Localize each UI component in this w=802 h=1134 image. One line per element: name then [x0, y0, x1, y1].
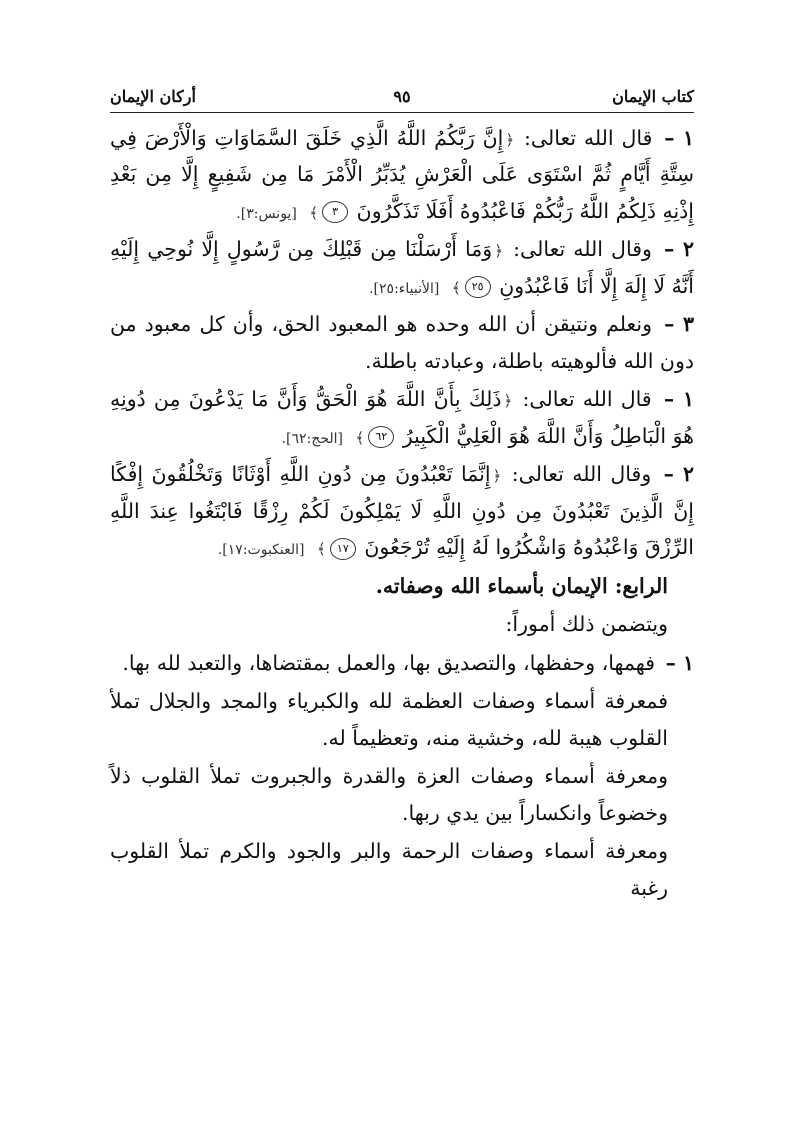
- chapter-title: أركان الإيمان: [110, 87, 196, 106]
- quran-verse: إِنَّ رَبَّكُمُ اللَّهُ الَّذِي خَلَقَ السَّمَاوَاتِ وَالْأَرْضَ فِي سِتَّةِ أَيَّامٍ ثُمَّ اسْتَوَى عَلَى الْعَرْشِ يُدَبِّرُ الْأَمْرَ مَا مِن شَفِيعٍ إِلَّا مِن بَعْدِ إِذْنِهِ ذَلِكُمُ اللَّهُ رَبُّكُمْ فَاعْبُدُوهُ أَفَلَا تَذَكَّرُونَ: [110, 126, 694, 223]
- verse-reference: [الأنبياء:٢٥].: [369, 280, 440, 297]
- item-number: ١ –: [665, 650, 694, 675]
- verse-intro: قال الله تعالى:: [522, 387, 652, 412]
- bracket-close-icon: ﴾: [355, 428, 365, 447]
- bracket-open-icon: ﴿: [494, 242, 503, 261]
- body-paragraph: فمعرفة أسماء وصفات العظمة لله والكبرياء والمجد والجلال تملأ القلوب هيبة لله، وخشية منه، وتعظيماً له.: [110, 689, 668, 750]
- verse-reference: [يونس:٣].: [236, 205, 297, 222]
- verse-paragraph: [110, 231, 694, 304]
- body-paragraph: ومعرفة أسماء وصفات الرحمة والبر والجود والكرم تملأ القلوب رغبة: [110, 839, 668, 900]
- book-title: كتاب الإيمان: [612, 87, 694, 106]
- ayah-number: ٢٥: [465, 276, 491, 298]
- verse-paragraph: [110, 456, 694, 565]
- bracket-close-icon: ﴾: [317, 540, 326, 559]
- verse-intro: وقال الله تعالى:: [511, 462, 652, 487]
- bracket-open-icon: ﴿: [505, 131, 515, 149]
- verse-intro: وقال الله تعالى:: [513, 237, 652, 262]
- item-number: ١ –: [664, 126, 694, 150]
- bracket-open-icon: ﴿: [492, 467, 502, 486]
- quran-verse: وَمَا أَرْسَلْنَا مِن قَبْلِكَ مِن رَّسُولٍ إِلَّا نُوحِي إِلَيْهِ أَنَّهُ لَا إِلَهَ إِلَّا أَنَا فَاعْبُدُونِ: [110, 237, 694, 298]
- ayah-number: ١٧: [330, 538, 356, 560]
- bracket-close-icon: ﴾: [309, 203, 319, 222]
- point-text: فهمها، وحفظها، والتصديق بها، والعمل بمقتضاها، والتعبد لله بها.: [122, 650, 656, 675]
- point-paragraph: [110, 645, 694, 681]
- verse-reference: [الحج:٦٢].: [281, 430, 343, 447]
- page-body: [110, 120, 694, 908]
- ayah-number: ٦٢: [368, 426, 394, 448]
- verse-paragraph: [110, 381, 694, 454]
- statement-paragraph: [110, 306, 694, 379]
- page-number: ٩٥: [393, 87, 411, 106]
- quran-verse: إِنَّمَا تَعْبُدُونَ مِن دُونِ اللَّهِ أَوْثَانًا وَتَخْلُقُونَ إِفْكًا إِنَّ الَّذِينَ تَعْبُدُونَ مِن دُونِ اللَّهِ لَا يَمْلِكُونَ لَكُمْ رِزْقًا فَابْتَغُوا عِندَ اللَّهِ الرِّزْقَ وَاعْبُدُوهُ وَاشْكُرُوا لَهُ إِلَيْهِ تُرْجَعُونَ: [110, 462, 694, 560]
- bracket-open-icon: ﴿: [503, 392, 513, 411]
- item-number: ٣ –: [664, 312, 694, 337]
- bracket-close-icon: ﴾: [451, 278, 461, 297]
- verse-reference: [العنكبوت:١٧].: [217, 542, 305, 559]
- verse-intro: قال الله تعالى:: [523, 126, 653, 150]
- section-intro: ويتضمن ذلك أموراً:: [505, 612, 668, 637]
- statement-text: ونعلم ونتيقن أن الله وحده هو المعبود الحق، وأن كل معبود من دون الله فألوهيته باطلة، وعبادته باطلة.: [110, 312, 694, 373]
- item-number: ٢ –: [663, 462, 694, 487]
- item-number: ٢ –: [664, 237, 694, 262]
- page-header: [110, 78, 694, 113]
- section-title: الرابع: الإيمان بأسماء الله وصفاته.: [375, 573, 668, 598]
- item-number: ١ –: [663, 387, 694, 412]
- quran-verse: ذَلِكَ بِأَنَّ اللَّهَ هُوَ الْحَقُّ وَأَنَّ مَا يَدْعُونَ مِن دُونِهِ هُوَ الْبَاطِلُ وَأَنَّ اللَّهَ هُوَ الْعَلِيُّ الْكَبِيرُ: [110, 387, 694, 448]
- body-paragraph: ومعرفة أسماء وصفات العزة والقدرة والجبروت تملأ القلوب ذلاً وخضوعاً وانكساراً بين يدي ربها.: [110, 764, 668, 825]
- verse-paragraph: [110, 120, 694, 229]
- ayah-number: ٣: [322, 201, 348, 223]
